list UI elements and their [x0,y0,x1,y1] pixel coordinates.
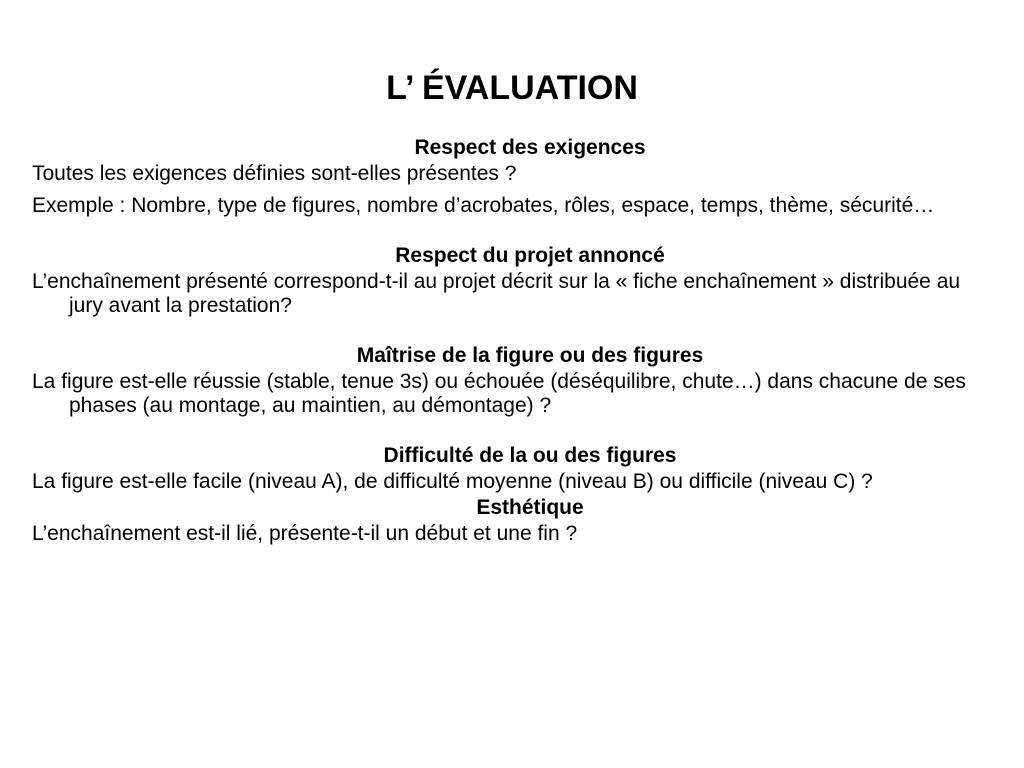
slide-title: L’ ÉVALUATION [386,69,638,107]
section-respect-exigences [32,136,996,218]
section-heading: Difficulté de la ou des figures [383,444,677,467]
section-paragraph: L’enchaînement présenté correspond-t-il au projet décrit sur la « fiche enchaînement » distribuée au jury avant la prestation? [32,270,961,317]
section-maitrise-figures [32,344,996,418]
section-paragraph: La figure est-elle facile (niveau A), de difficulté moyenne (niveau B) ou difficile (niveau C) ? [32,470,873,493]
section-heading: Maîtrise de la figure ou des figures [356,344,704,367]
slide-content [32,136,996,546]
section-paragraph: Exemple : Nombre, type de figures, nombre d’acrobates, rôles, espace, temps, thème, sécurité… [32,194,935,217]
section-esthetique [32,496,996,546]
section-paragraph: La figure est-elle réussie (stable, tenue 3s) ou échouée (déséquilibre, chute…) dans chacune de ses phases (au montage, au maintien, au démontage) ? [32,370,966,417]
section-paragraph: L’enchaînement est-il lié, présente-t-il un début et une fin ? [32,522,578,545]
section-difficulte-figures [32,444,996,494]
section-heading: Respect du projet annoncé [395,244,665,267]
section-respect-projet [32,244,996,318]
section-heading: Esthétique [476,496,584,519]
section-heading: Respect des exigences [414,136,646,159]
section-paragraph: Toutes les exigences définies sont-elles présentes ? [32,162,517,185]
